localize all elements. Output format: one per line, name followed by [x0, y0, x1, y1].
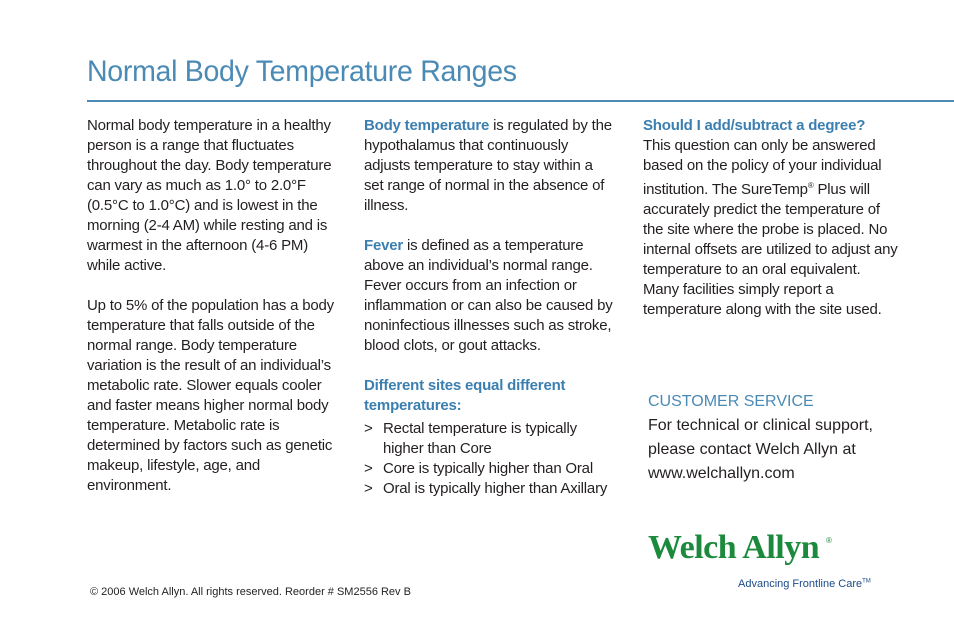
tagline-text: Advancing Frontline Care	[738, 578, 863, 590]
bullet-marker: >	[364, 420, 373, 437]
body-temperature-lead: Body temperature	[364, 117, 490, 134]
list-item-text: Rectal temperature is typically higher than Core	[383, 420, 577, 457]
sites-list	[364, 419, 616, 499]
normal-range-paragraph: Normal body temperature in a healthy person is a range that fluctuates throughout the day. Body temperature can vary as much as 1.0° to 2.0°F (0.5°C to 1.0°C) and is lowest in the morning (2-4 AM) while resting and is warmest in the afternoon (4-6 PM) while active.	[87, 117, 332, 274]
copyright-footer: © 2006 Welch Allyn. All rights reserved. Reorder # SM2556 Rev B	[90, 586, 411, 598]
population-paragraph: Up to 5% of the population has a body temperature that falls outside of the normal range. Body temperature variation is the result of an individual’s metabolic rate. Slower equals cooler and faster means higher normal body temperature. Metabolic rate is determined by factors such as genetic makeup, lifestyle, age, and environment.	[87, 297, 334, 494]
regulation-paragraph	[364, 116, 616, 216]
logo-registered-mark: ®	[826, 536, 832, 545]
bullet-marker: >	[364, 480, 373, 497]
offset-paragraph	[643, 136, 899, 320]
list-item-text: Oral is typically higher than Axillary	[383, 480, 608, 497]
regulation-text: is regulated by the hypothalamus that continuously adjusts temperature to stay within a set range of normal in the absence of illness.	[364, 117, 612, 214]
registered-mark: ®	[807, 181, 814, 190]
title-rule	[87, 100, 954, 102]
sites-heading: Different sites equal different temperatures:	[364, 377, 566, 414]
column-offset	[643, 116, 899, 320]
fever-lead: Fever	[364, 237, 404, 254]
bullet-marker: >	[364, 460, 373, 477]
logo-wordmark: Welch Allyn	[648, 529, 820, 566]
offset-text-a: This question can only be answered based on the policy of your individual institution. The SureTemp	[643, 137, 882, 198]
customer-service-title: CUSTOMER SERVICE	[648, 393, 814, 410]
offset-text-b: Plus will accurately predict the temperature of the site where the probe is placed. No internal offsets are utilized to adjust any temperature to an oral equivalent. Many facilities simply report a temperature along with the site used.	[643, 181, 898, 318]
list-item	[364, 479, 616, 499]
logo-tagline	[738, 578, 871, 590]
column-normal-range	[87, 116, 335, 496]
customer-service-text: For technical or clinical support, please contact Welch Allyn at www.welchallyn.com	[648, 417, 873, 482]
fever-paragraph	[364, 236, 616, 356]
page-title: Normal Body Temperature Ranges	[87, 55, 517, 88]
trademark-mark: TM	[862, 578, 871, 585]
offset-heading: Should I add/subtract a degree?	[643, 117, 866, 134]
list-item	[364, 419, 616, 459]
list-item	[364, 459, 616, 479]
list-item-text: Core is typically higher than Oral	[383, 460, 593, 477]
customer-service	[648, 390, 908, 486]
fever-text: is defined as a temperature above an individual’s normal range. Fever occurs from an infection or inflammation or can also be caused by noninfectious illnesses such as stroke, blood clots, or gout attacks.	[364, 237, 613, 354]
column-regulation	[364, 116, 616, 499]
